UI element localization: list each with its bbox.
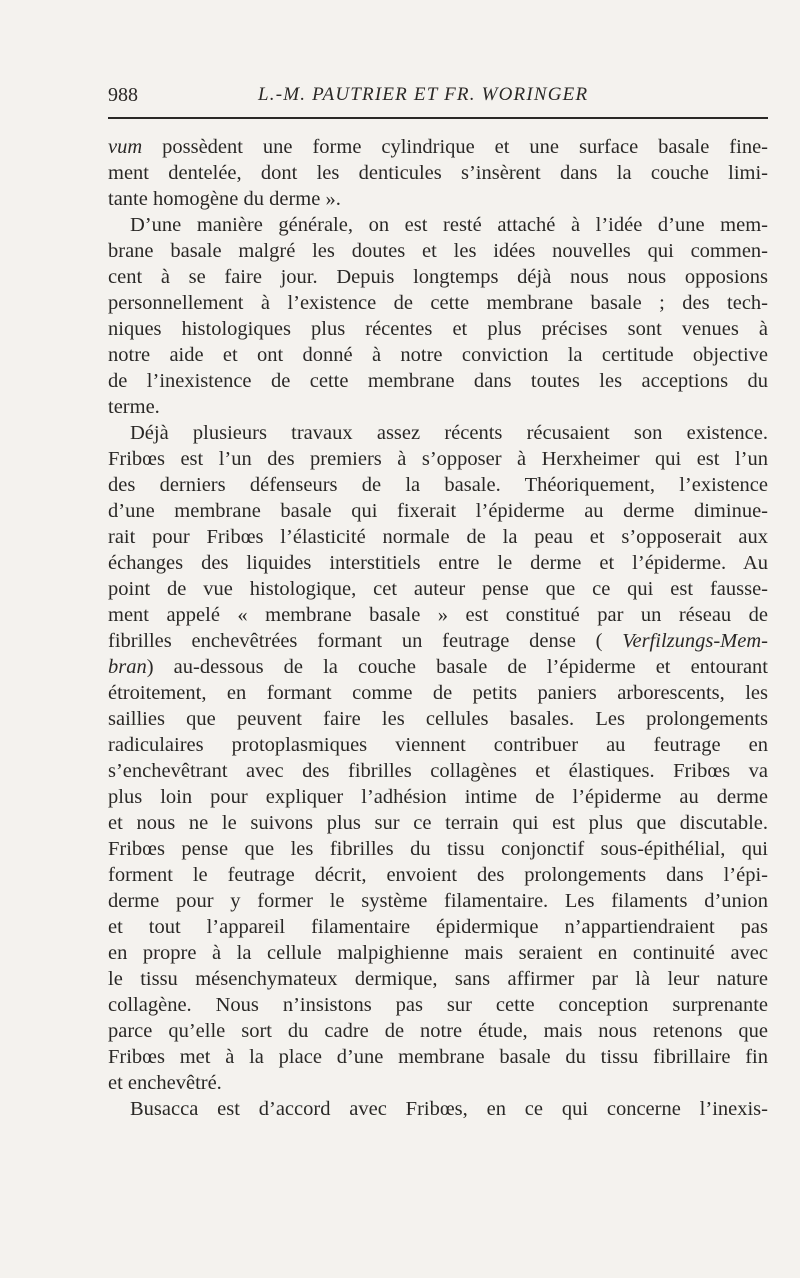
text-segment: et nous ne le suivons plus sur ce terrain qui est plus que discutable. xyxy=(108,812,768,834)
header-rule xyxy=(108,117,768,119)
text-segment: le tissu mésenchymateux dermique, sans affirmer par là leur nature xyxy=(108,968,768,990)
text-segment: parce qu’elle sort du cadre de notre étude, mais nous retenons que xyxy=(108,1020,768,1042)
text-line xyxy=(108,394,768,420)
text-segment: et enchevêtré. xyxy=(108,1072,222,1094)
text-segment: point de vue histologique, cet auteur pense que ce qui est fausse- xyxy=(108,578,768,600)
text-segment: Fribœs met à la place d’une membrane basale du tissu fibrillaire fin xyxy=(108,1046,768,1068)
text-line xyxy=(108,888,768,914)
text-line xyxy=(108,732,768,758)
running-title: L.-M. PAUTRIER ET FR. WORINGER xyxy=(258,84,589,105)
text-segment: Fribœs pense que les fibrilles du tissu conjonctif sous-épithélial, qui xyxy=(108,838,768,860)
text-segment: derme pour y former le système filamentaire. Les filaments d’union xyxy=(108,890,768,912)
text-segment: possèdent une forme cylindrique et une surface basale fine- xyxy=(142,136,768,158)
text-line xyxy=(108,420,768,446)
text-segment: en propre à la cellule malpighienne mais seraient en continuité avec xyxy=(108,942,768,964)
text-line xyxy=(108,238,768,264)
text-line xyxy=(108,628,768,654)
text-segment: étroitement, en formant comme de petits paniers arborescents, les xyxy=(108,682,768,704)
text-segment: de l’inexistence de cette membrane dans toutes les acceptions du xyxy=(108,370,768,392)
text-segment: des derniers défenseurs de la basale. Théoriquement, l’existence xyxy=(108,474,768,496)
text-line xyxy=(108,550,768,576)
text-line xyxy=(108,472,768,498)
text-line xyxy=(108,1070,768,1096)
italic-text: vum xyxy=(108,136,143,158)
text-line xyxy=(108,602,768,628)
text-segment: rait pour Fribœs l’élasticité normale de la peau et s’opposerait aux xyxy=(108,526,768,548)
text-segment: ) au-dessous de la couche basale de l’épiderme et entourant xyxy=(146,656,768,678)
text-line xyxy=(108,498,768,524)
text-segment: notre aide et ont donné à notre conviction la certitude objective xyxy=(108,344,768,366)
text-line xyxy=(108,264,768,290)
text-segment: brane basale malgré les doutes et les idées nouvelles qui commen- xyxy=(108,240,768,262)
text-line xyxy=(108,368,768,394)
text-line xyxy=(108,784,768,810)
text-segment: niques histologiques plus récentes et plus précises sont venues à xyxy=(108,318,768,340)
text-line xyxy=(108,862,768,888)
text-line xyxy=(108,966,768,992)
text-line xyxy=(108,134,768,160)
text-line xyxy=(108,446,768,472)
text-line xyxy=(108,758,768,784)
text-line xyxy=(108,940,768,966)
text-line xyxy=(108,290,768,316)
text-segment: saillies que peuvent faire les cellules basales. Les prolongements xyxy=(108,708,768,730)
italic-text: Verfilzungs-Mem- xyxy=(622,630,768,652)
text-segment: cent à se faire jour. Depuis longtemps déjà nous nous opposions xyxy=(108,266,768,288)
text-line xyxy=(108,706,768,732)
text-segment: et tout l’appareil filamentaire épidermique n’appartiendraient pas xyxy=(108,916,768,938)
text-line xyxy=(108,836,768,862)
text-line xyxy=(108,810,768,836)
text-segment: D’une manière générale, on est resté attaché à l’idée d’une mem- xyxy=(130,214,768,236)
text-segment: d’une membrane basale qui fixerait l’épiderme au derme diminue- xyxy=(108,500,768,522)
text-segment: Fribœs est l’un des premiers à s’opposer à Herxheimer qui est l’un xyxy=(108,448,768,470)
text-segment: fibrilles enchevêtrées formant un feutrage dense ( xyxy=(108,630,623,652)
text-segment: personnellement à l’existence de cette membrane basale ; des tech- xyxy=(108,292,768,314)
italic-text: bran xyxy=(108,656,147,678)
text-line xyxy=(108,992,768,1018)
text-line xyxy=(108,1044,768,1070)
text-line xyxy=(108,576,768,602)
text-line xyxy=(108,654,768,680)
text-line xyxy=(108,1096,768,1122)
text-line xyxy=(108,212,768,238)
text-segment: collagène. Nous n’insistons pas sur cette conception surprenante xyxy=(108,994,768,1016)
text-line xyxy=(108,524,768,550)
text-segment: Déjà plusieurs travaux assez récents récusaient son existence. xyxy=(130,422,768,444)
text-segment: tante homogène du derme ». xyxy=(108,188,341,210)
text-line xyxy=(108,914,768,940)
text-segment: ment appelé « membrane basale » est constitué par un réseau de xyxy=(108,604,768,626)
text-segment: plus loin pour expliquer l’adhésion intime de l’épiderme au derme xyxy=(108,786,768,808)
text-line xyxy=(108,316,768,342)
body-text xyxy=(108,134,768,1122)
text-segment: s’enchevêtrant avec des fibrilles collagènes et élastiques. Fribœs va xyxy=(108,760,768,782)
text-line xyxy=(108,680,768,706)
text-segment: forment le feutrage décrit, envoient des prolongements dans l’épi- xyxy=(108,864,768,886)
text-segment: ment dentelée, dont les denticules s’insèrent dans la couche limi- xyxy=(108,162,768,184)
page-number: 988 xyxy=(108,84,138,106)
text-segment: terme. xyxy=(108,396,160,418)
text-line xyxy=(108,342,768,368)
text-segment: radiculaires protoplasmiques viennent contribuer au feutrage en xyxy=(108,734,768,756)
text-segment: échanges des liquides interstitiels entre le derme et l’épiderme. Au xyxy=(108,552,768,574)
text-line xyxy=(108,160,768,186)
text-segment: Busacca est d’accord avec Fribœs, en ce qui concerne l’inexis- xyxy=(130,1098,768,1120)
text-line xyxy=(108,1018,768,1044)
text-line xyxy=(108,186,768,212)
